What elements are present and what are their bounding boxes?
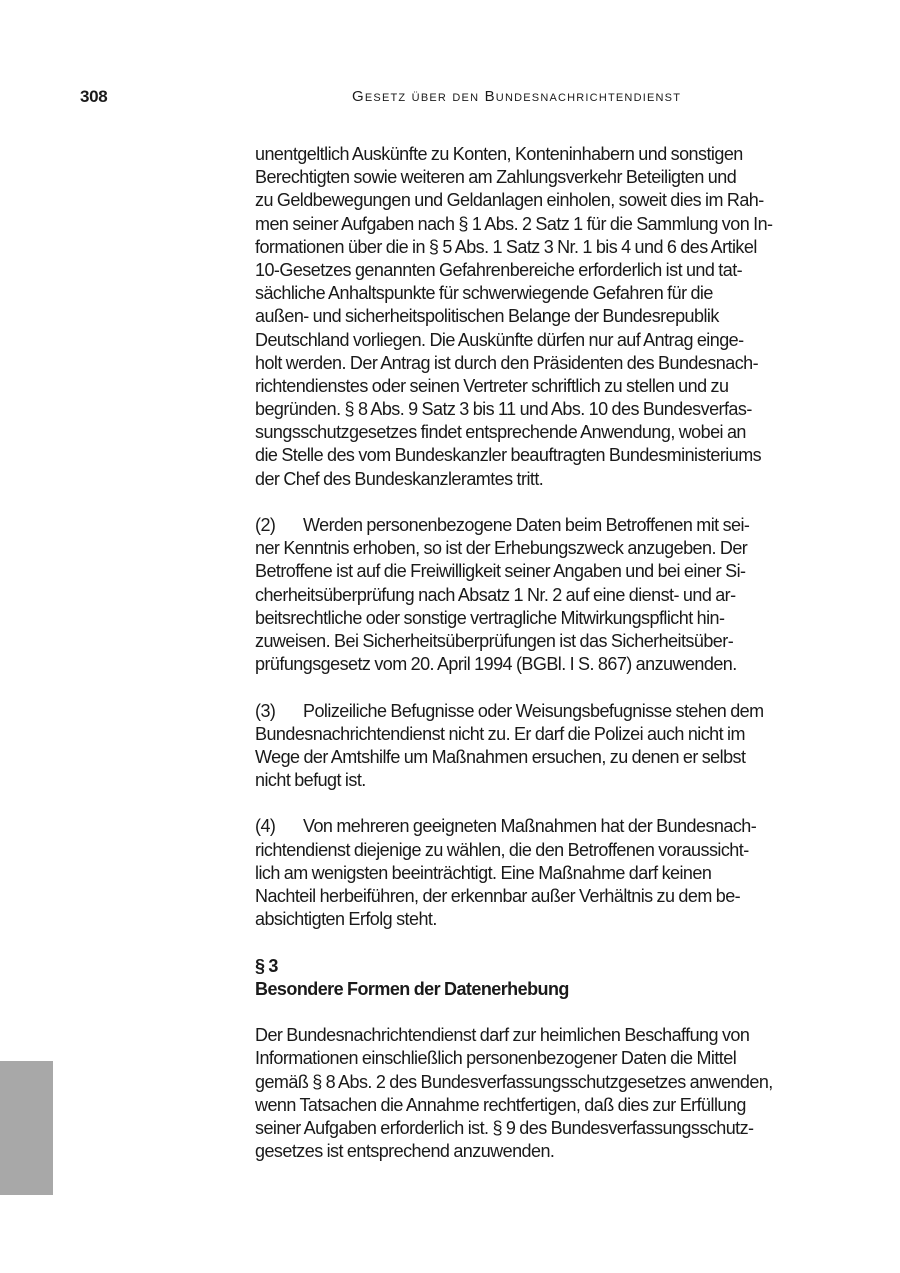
text-line: seiner Aufgaben erforderlich ist. § 9 des Bundesverfassungsschutz- [255,1117,754,1138]
section-number: § 3 [255,955,278,976]
text-line: der Chef des Bundeskanzleramtes tritt. [255,468,544,489]
continuation-paragraph [255,143,820,491]
text-line: Deutschland vorliegen. Die Auskünfte dürfen nur auf Antrag einge- [255,329,744,350]
text-line: Bundesnachrichtendienst nicht zu. Er darf die Polizei auch nicht im [255,723,745,744]
text-line: gesetzes ist entsprechend anzuwenden. [255,1141,555,1162]
text-line: holt werden. Der Antrag ist durch den Präsidenten des Bundesnach- [255,352,759,373]
text-line: die Stelle des vom Bundeskanzler beauftragten Bundesministeriums [255,445,762,466]
text-line: zu Geldbewegungen und Geldanlagen einholen, soweit dies im Rah- [255,190,764,211]
text-line: zuweisen. Bei Sicherheitsüberprüfungen ist das Sicherheitsüber- [255,630,734,651]
text-line [255,815,820,838]
text-line: ner Kenntnis erhoben, so ist der Erhebungszweck anzugeben. Der [255,538,748,559]
text-line: cherheitsüberprüfung nach Absatz 1 Nr. 2 auf eine dienst- und ar- [255,584,736,605]
text-line: beitsrechtliche oder sonstige vertragliche Mitwirkungspflicht hin- [255,607,725,628]
text-line-content: Von mehreren geeigneten Maßnahmen hat der Bundesnach- [303,816,757,837]
text-line: men seiner Aufgaben nach § 1 Abs. 2 Satz 1 für die Sammlung von In- [255,213,773,234]
paragraph-3 [255,700,820,793]
section-title: Besondere Formen der Datenerhebung [255,978,569,999]
text-line: 10-Gesetzes genannten Gefahrenbereiche erforderlich ist und tat- [255,259,743,280]
text-line: richtendienstes oder seinen Vertreter schriftlich zu stellen und zu [255,375,729,396]
paragraph-number: (4) [255,816,276,837]
text-line [255,700,820,723]
page-number: 308 [80,87,108,106]
text-line: Nachteil herbeiführen, der erkennbar außer Verhältnis zu dem be- [255,886,741,906]
text-line-content: Werden personenbezogene Daten beim Betroffenen mit sei- [303,515,750,535]
text-line: nicht befugt ist. [255,770,366,791]
text-line: begründen. § 8 Abs. 9 Satz 3 bis 11 und Abs. 10 des Bundesverfas- [255,399,752,420]
text-line: Betroffene ist auf die Freiwilligkeit seiner Angaben und bei einer Si- [255,561,746,582]
text-line: Der Bundesnachrichtendienst darf zur heimlichen Beschaffung von [255,1025,750,1046]
text-line: lich am wenigsten beeinträchtigt. Eine Maßnahme darf keinen [255,862,712,883]
text-line: Wege der Amtshilfe um Maßnahmen ersuchen, zu denen er selbst [255,746,746,767]
text-line: außen- und sicherheitspolitischen Belange der Bundesrepublik [255,306,719,327]
chapter-tab-marker [0,1061,53,1195]
paragraph-number: (2) [255,515,276,535]
text-line: unentgeltlich Auskünfte zu Konten, Konteninhabern und sonstigen [255,144,743,164]
text-line: Informationen einschließlich personenbezogener Daten die Mittel [255,1048,737,1069]
body-text [255,143,820,1163]
text-line: wenn Tatsachen die Annahme rechtfertigen, daß dies zur Erfüllung [255,1094,746,1115]
text-line: prüfungsgesetz vom 20. April 1994 (BGBl. I S. 867) anzuwenden. [255,654,737,675]
text-line [255,514,820,537]
text-line: formationen über die in § 5 Abs. 1 Satz 3 Nr. 1 bis 4 und 6 des Artikel [255,236,757,257]
text-line: sächliche Anhaltspunkte für schwerwiegende Gefahren für die [255,283,713,304]
text-line: absichtigten Erfolg steht. [255,909,437,930]
text-line: sungsschutzgesetzes findet entsprechende Anwendung, wobei an [255,422,746,443]
running-head: Gesetz über den Bundesnachrichtendienst [352,88,682,105]
text-line: richtendienst diejenige zu wählen, die den Betroffenen voraussicht- [255,839,749,860]
section-3 [255,955,820,1164]
paragraph-2 [255,514,820,676]
paragraph-number: (3) [255,700,276,721]
text-line: gemäß § 8 Abs. 2 des Bundesverfassungsschutzgesetzes anwenden, [255,1071,773,1092]
text-line-content: Polizeiliche Befugnisse oder Weisungsbefugnisse stehen dem [303,700,764,721]
paragraph-4 [255,815,820,931]
text-line: Berechtigten sowie weiteren am Zahlungsverkehr Beteiligten und [255,167,737,188]
